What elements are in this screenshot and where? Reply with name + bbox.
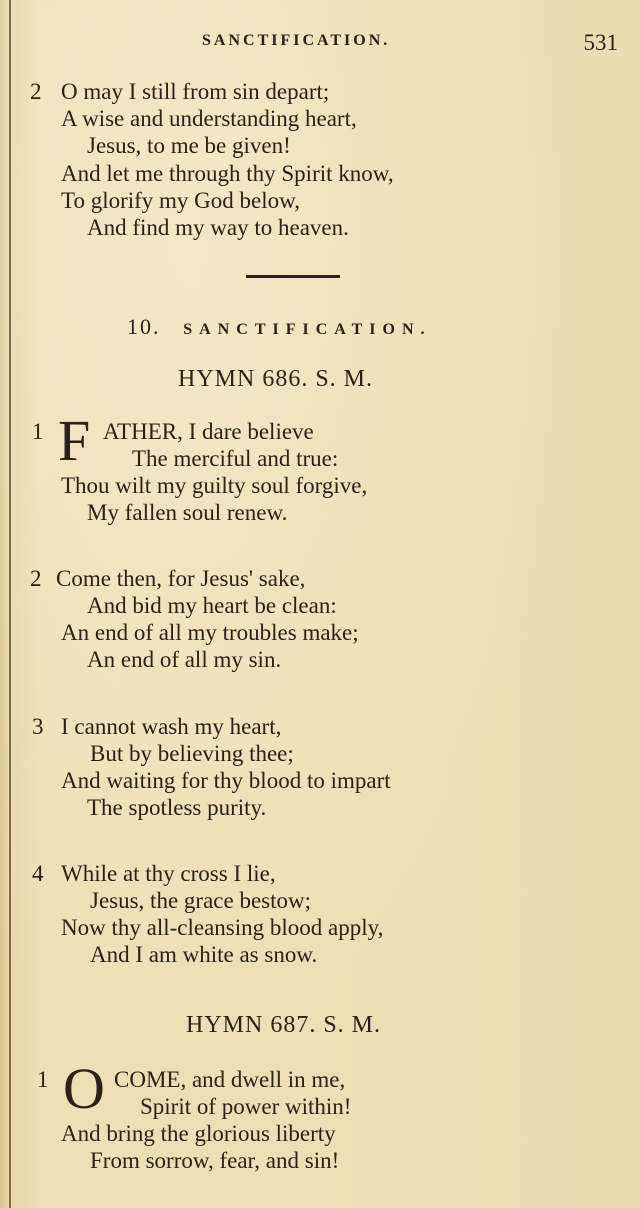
verse-line: But by believing thee; [90,741,294,766]
section-divider [246,275,340,278]
stanza-number: 3 [32,714,44,739]
verse-line: Come then, for Jesus' sake, [56,566,306,591]
stanza-number: 1 [37,1067,49,1092]
gutter-line [9,0,11,1208]
stanza-number: 2 [30,566,42,591]
verse-line: Jesus, to me be given! [87,133,291,158]
section-title: SANCTIFICATION. [183,321,432,338]
verse-line: While at thy cross I lie, [61,861,276,886]
verse-line: Now thy all-cleansing blood apply, [61,915,384,940]
verse-line: And I am white as snow. [90,942,318,967]
verse-line: And waiting for thy blood to impart [61,768,391,793]
verse-line: And let me through thy Spirit know, [61,161,394,186]
stanza-number: 4 [32,861,44,886]
verse-line: Thou wilt my guilty soul forgive, [61,473,368,498]
stanza-number: 2 [30,79,42,104]
verse-line: And bring the glorious liberty [61,1121,336,1146]
drop-cap: O [63,1056,105,1121]
verse-line: Jesus, the grace bestow; [90,888,311,913]
section-heading [127,314,432,340]
stanza-number: 1 [32,419,44,444]
verse-line: An end of all my sin. [87,647,282,672]
verse-line: To glorify my God below, [61,188,301,213]
verse-line: And find my way to heaven. [87,215,349,240]
page-number: 531 [583,30,618,55]
drop-cap: F [58,408,91,473]
verse-line: I cannot wash my heart, [61,714,282,739]
hymn-title: HYMN 686. S. M. [178,366,374,392]
running-head [0,30,640,58]
verse-line: A wise and understanding heart, [61,106,357,131]
verse-line: O may I still from sin depart; [61,79,330,104]
section-number: 10. [127,314,161,339]
verse-line: Spirit of power within! [140,1094,352,1119]
verse-line: And bid my heart be clean: [87,593,337,618]
verse-line: The spotless purity. [87,795,267,820]
hymn-title: HYMN 687. S. M. [186,1012,382,1038]
verse-line: An end of all my troubles make; [61,620,359,645]
verse-line: My fallen soul renew. [87,500,288,525]
verse-line: ATHER, I dare believe [103,419,314,444]
verse-line: From sorrow, fear, and sin! [90,1148,340,1173]
verse-line: The merciful and true: [132,446,339,471]
verse-line: COME, and dwell in me, [114,1067,346,1092]
running-title: SANCTIFICATION. [202,32,391,49]
